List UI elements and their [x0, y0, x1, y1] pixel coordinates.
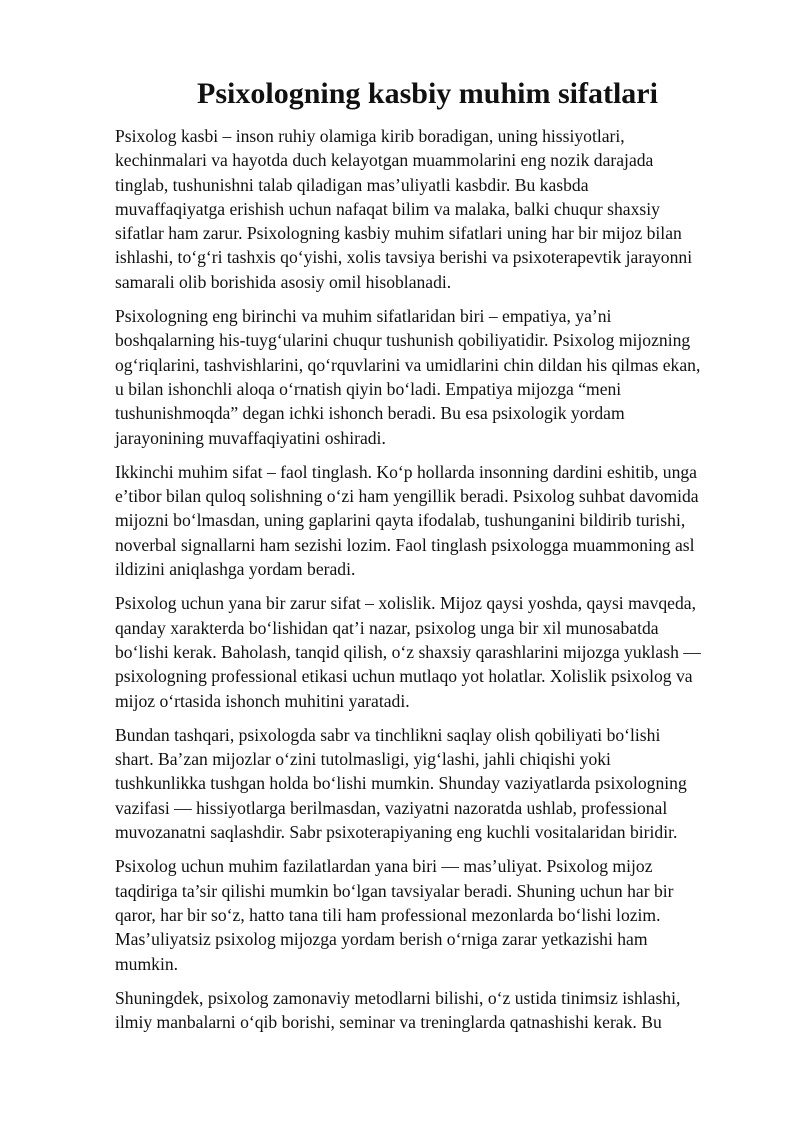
- paragraph-responsibility: [115, 854, 740, 975]
- text-line: qaror, har bir so‘z, hatto tana tili ham professional mezonlarda bo‘lishi lozim.: [115, 904, 661, 925]
- text-line: e’tibor bilan quloq solishning o‘zi ham yengillik beradi. Psixolog suhbat davomida: [115, 486, 699, 507]
- text-line: tushunishmoqda” degan ichki ishonch beradi. Bu esa psixologik yordam: [115, 403, 625, 424]
- text-line: Mas’uliyatsiz psixolog mijozga yordam berish o‘rniga zarar yetkazishi ham: [115, 929, 648, 950]
- text-line: muvozanatni saqlashdir. Sabr psixoterapiyaning eng kuchli vositalaridan biridir.: [115, 822, 678, 843]
- text-line: Bundan tashqari, psixologda sabr va tinchlikni saqlay olish qobiliyati bo‘lishi: [115, 724, 661, 745]
- text-line: Ikkinchi muhim sifat – faol tinglash. Ko‘p hollarda insonning dardini eshitib, unga: [115, 461, 697, 482]
- text-line: qanday xarakterda bo‘lishidan qat’i nazar, psixolog unga bir xil munosabatda: [115, 617, 659, 638]
- text-line: samarali olib borishida asosiy omil hisoblanadi.: [115, 271, 452, 292]
- text-line: tinglab, tushunishni talab qiladigan mas’uliyatli kasbdir. Bu kasbda: [115, 174, 589, 195]
- text-line: boshqalarning his-tuyg‘ularini chuqur tushunish qobiliyatidir. Psixolog mijozning: [115, 330, 691, 351]
- paragraph-intro: [115, 124, 740, 294]
- text-line: shart. Ba’zan mijozlar o‘zini tutolmasligi, yig‘lashi, jahli chiqishi yoki: [115, 749, 611, 770]
- text-line: psixologning professional etikasi uchun mutlaqo yot holatlar. Xolislik psixolog va: [115, 666, 693, 687]
- text-line: mijoz o‘rtasida ishonch muhitini yaratadi.: [115, 690, 410, 711]
- text-line: ilmiy manbalarni o‘qib borishi, seminar va treninglarda qatnashishi kerak. Bu: [115, 1012, 662, 1033]
- text-line: Shuningdek, psixolog zamonaviy metodlarni bilishi, o‘z ustida tinimsiz ishlashi,: [115, 987, 681, 1008]
- text-line: ildizini aniqlashga yordam beradi.: [115, 559, 356, 580]
- paragraph-patience: [115, 723, 740, 844]
- text-line: Psixolog uchun muhim fazilatlardan yana biri — mas’uliyat. Psixolog mijoz: [115, 856, 653, 877]
- document-title: Psixologning kasbiy muhim sifatlari: [197, 77, 658, 110]
- paragraph-objectivity: [115, 591, 740, 712]
- paragraph-self-development: [115, 986, 740, 1035]
- text-line: Psixolog kasbi – inson ruhiy olamiga kirib boradigan, uning hissiyotlari,: [115, 126, 625, 146]
- text-line: kechinmalari va hayotda duch kelayotgan muammolarini eng nozik darajada: [115, 150, 654, 171]
- text-line: ishlashi, to‘g‘ri tashxis qo‘yishi, xolis tavsiya berishi va psixoterapevtik jarayonni: [115, 247, 693, 268]
- text-line: jarayonining muvaffaqiyatini oshiradi.: [115, 427, 386, 448]
- text-line: og‘riqlarini, tashvishlarini, qo‘rquvlarini va umidlarini chin dildan his qilmas ekan,: [115, 354, 701, 375]
- text-line: vazifasi — hissiyotlarga berilmasdan, vaziyatni nazoratda ushlab, professional: [115, 797, 668, 818]
- text-line: taqdiriga ta’sir qilishi mumkin bo‘lgan tavsiyalar beradi. Shuning uchun har bir: [115, 880, 674, 901]
- text-line: Psixologning eng birinchi va muhim sifatlaridan biri – empatiya, ya’ni: [115, 306, 612, 327]
- text-line: noverbal signallarni ham sezishi lozim. Faol tinglash psixologga muammoning asl: [115, 534, 695, 555]
- text-line: u bilan ishonchli aloqa o‘rnatish qiyin bo‘ladi. Empatiya mijozga “meni: [115, 378, 622, 399]
- text-line: bo‘lishi kerak. Baholash, tanqid qilish, o‘z shaxsiy qarashlarini mijozga yuklash —: [115, 641, 701, 662]
- text-line: sifatlar ham zarur. Psixologning kasbiy muhim sifatlari uning har bir mijoz bilan: [115, 223, 682, 244]
- paragraph-active-listening: [115, 460, 740, 581]
- text-line: mijozni bo‘lmasdan, uning gaplarini qayta ifodalab, tushunganini bildirib turishi,: [115, 510, 686, 531]
- text-line: tushkunlikka tushgan holda bo‘lishi mumkin. Shunday vaziyatlarda psixologning: [115, 773, 687, 794]
- paragraph-empathy: [115, 304, 740, 450]
- text-line: mumkin.: [115, 953, 179, 974]
- text-line: muvaffaqiyatga erishish uchun nafaqat bilim va malaka, balki chuqur shaxsiy: [115, 198, 660, 219]
- text-line: Psixolog uchun yana bir zarur sifat – xolislik. Mijoz qaysi yoshda, qaysi mavqeda,: [115, 593, 696, 614]
- document-page: [115, 74, 740, 1044]
